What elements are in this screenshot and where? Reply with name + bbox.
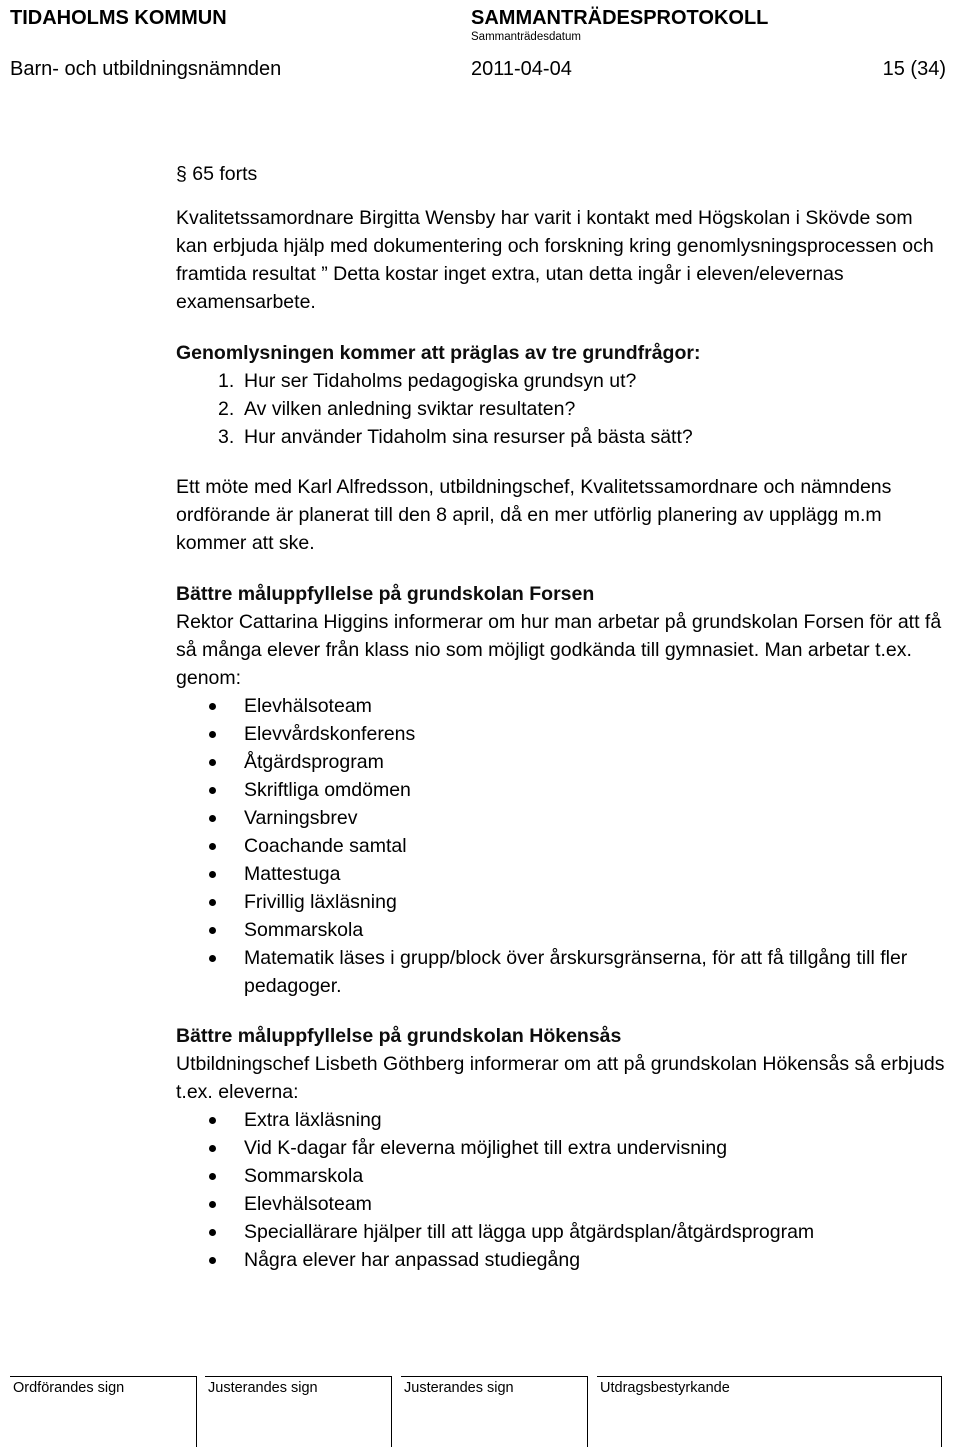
list-item: Åtgärdsprogram <box>176 748 946 776</box>
bullet-icon <box>209 899 216 906</box>
list-item: Extra läxläsning <box>176 1106 946 1134</box>
bullet-icon <box>209 1145 216 1152</box>
bullet-icon <box>209 1173 216 1180</box>
hokensas-paragraph: Utbildningschef Lisbeth Göthberg informerar om att på grundskolan Hökensås så erbjuds t.ex. eleverna: <box>176 1053 945 1103</box>
list-item: Elevhälsoteam <box>176 692 946 720</box>
question-item: 3. Hur använder Tidaholm sina resurser på bästa sätt? <box>218 426 693 448</box>
adjuster-signature-box-2: Justerandes sign <box>401 1376 588 1447</box>
bullet-icon <box>209 927 216 934</box>
meeting-date: 2011-04-04 <box>471 58 572 80</box>
bullet-icon <box>209 703 216 710</box>
list-item: Frivillig läxläsning <box>176 888 946 916</box>
review-heading: Genomlysningen kommer att präglas av tre grundfrågor: <box>176 342 701 364</box>
forsen-heading: Bättre måluppfyllelse på grundskolan Forsen <box>176 583 595 605</box>
list-item: Coachande samtal <box>176 832 946 860</box>
chair-signature-box: Ordförandes sign <box>10 1376 197 1447</box>
bullet-icon <box>209 759 216 766</box>
page-number: 15 (34) <box>882 58 946 80</box>
forsen-measures-list <box>176 692 946 1000</box>
minutes-body <box>176 160 946 1274</box>
bullet-icon <box>209 787 216 794</box>
bullet-icon <box>209 731 216 738</box>
hokensas-measures-list <box>176 1106 946 1274</box>
list-item: Varningsbrev <box>176 804 946 832</box>
bullet-icon <box>209 815 216 822</box>
hokensas-heading: Bättre måluppfyllelse på grundskolan Hökensås <box>176 1025 622 1047</box>
adjuster-signature-box: Justerandes sign <box>205 1376 392 1447</box>
section-reference: § 65 forts <box>176 163 258 185</box>
bullet-icon <box>209 1229 216 1236</box>
list-item: Elevhälsoteam <box>176 1190 946 1218</box>
question-list <box>176 367 946 451</box>
question-item: 2. Av vilken anledning sviktar resultaten? <box>218 398 576 420</box>
list-item: Speciallärare hjälper till att lägga upp åtgärdsplan/åtgärdsprogram <box>176 1218 946 1246</box>
list-item: Vid K-dagar får eleverna möjlighet till extra undervisning <box>176 1134 946 1162</box>
question-item: 1. Hur ser Tidaholms pedagogiska grundsyn ut? <box>218 370 637 392</box>
forsen-paragraph: Rektor Cattarina Higgins informerar om hur man arbetar på grundskolan Forsen för att få så många elever från klass nio som möjligt godkända till gymnasiet. Man arbetar t.ex. genom: <box>176 611 942 689</box>
list-item: Några elever har anpassad studiegång <box>176 1246 946 1274</box>
committee-name: Barn- och utbildningsnämnden <box>10 58 282 80</box>
bullet-icon <box>209 1117 216 1124</box>
intro-paragraph: Kvalitetssamordnare Birgitta Wensby har varit i kontakt med Högskolan i Skövde som kan erbjuda hjälp med dokumentering och forskning kring genomlysningsprocessen och framtida resultat ” Detta kostar inget extra, utan detta ingår i eleven/elevernas examensarbete. <box>176 207 934 313</box>
extract-certification-box: Utdragsbestyrkande <box>597 1376 942 1447</box>
list-item: Skriftliga omdömen <box>176 776 946 804</box>
municipality-name: TIDAHOLMS KOMMUN <box>10 7 227 29</box>
signature-row <box>0 1376 960 1446</box>
bullet-icon <box>209 1201 216 1208</box>
bullet-icon <box>209 871 216 878</box>
list-item: Sommarskola <box>176 916 946 944</box>
bullet-icon <box>209 843 216 850</box>
meeting-date-label: Sammanträdesdatum <box>471 31 581 43</box>
document-type: SAMMANTRÄDESPROTOKOLL <box>471 7 769 29</box>
list-item: Elevvårdskonferens <box>176 720 946 748</box>
list-item: Matematik läses i grupp/block över årskursgränserna, för att få tillgång till fler pedagoger. <box>176 944 946 1000</box>
bullet-icon <box>209 1257 216 1264</box>
list-item: Sommarskola <box>176 1162 946 1190</box>
meeting-paragraph: Ett möte med Karl Alfredsson, utbildningschef, Kvalitetssamordnare och nämndens ordförande är planerat till den 8 april, då en mer utförlig planering av upplägg m.m kommer att ske. <box>176 476 892 554</box>
list-item: Mattestuga <box>176 860 946 888</box>
bullet-icon <box>209 955 216 962</box>
